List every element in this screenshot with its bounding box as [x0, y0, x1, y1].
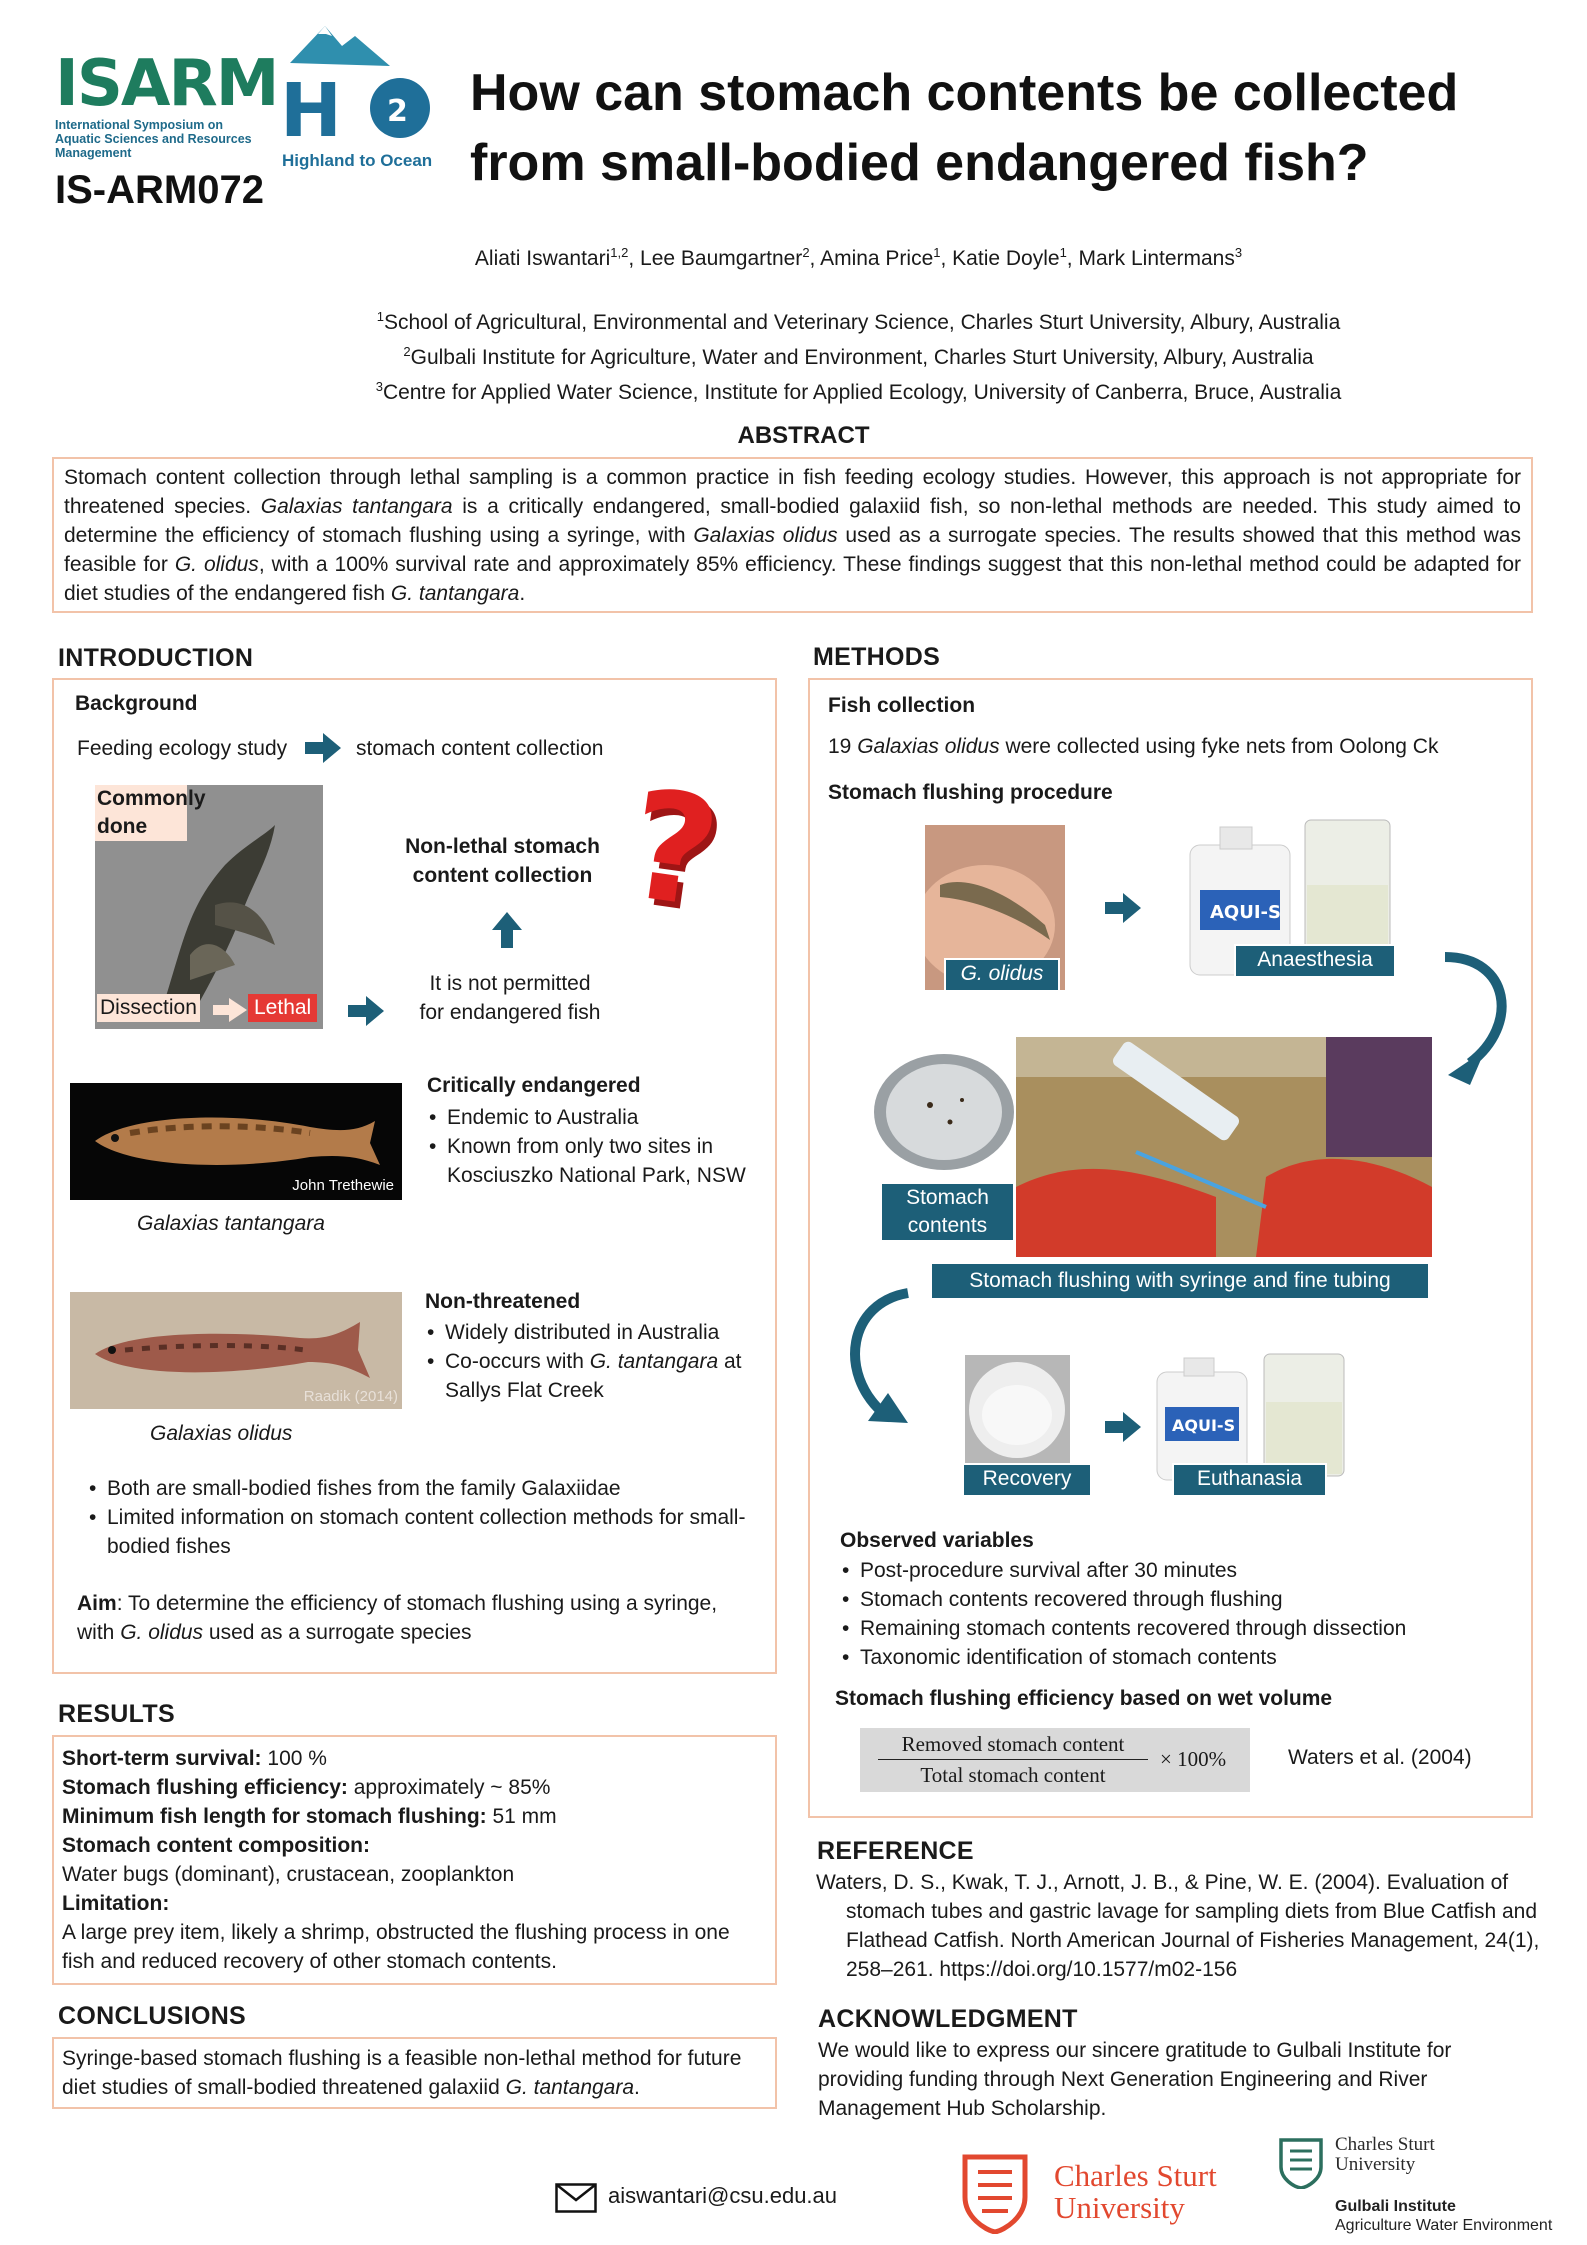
gulbali-institute-text: [1335, 2197, 1552, 2235]
result-label: Short-term survival:: [62, 1747, 262, 1770]
abstract-species-3: G. olidus: [174, 553, 259, 576]
not-permitted-line-2: for endangered fish: [419, 1001, 601, 1024]
abstract-text-2: is a critically endangered, small-bodied galaxiid fish, so non-lethal methods are needed. This study aimed to determine the efficiency of stomach flushing using a syringe, with: [64, 495, 1521, 547]
photo-credit-olidus: Raadik (2014): [303, 1388, 398, 1405]
efficiency-heading: Stomach flushing efficiency based on wet volume: [835, 1687, 1333, 1710]
abstract-species-4: G. tantangara: [390, 582, 520, 605]
commonly-done-label: Commonly done: [95, 785, 187, 841]
recovery-photo: [965, 1355, 1070, 1465]
observed-list: [840, 1556, 1520, 1672]
author-affiliation-number: 2: [802, 245, 810, 260]
reference-text: Waters, D. S., Kwak, T. J., Arnott, J. B., & Pine, W. E. (2004). Evaluation of stomach tubes and gastric lavage for sampling diets from Blue Catfish and Flathead Catfish. North American Journal of Fisheries Management, 24(1), 258–261. https://doi.org/10.1577/m02-156: [816, 1871, 1540, 1981]
gulbali-csu-line-2: University: [1335, 2154, 1416, 2175]
author-separator: ,: [1066, 247, 1079, 270]
author-separator: ,: [940, 247, 953, 270]
result-row: [62, 1802, 767, 1831]
affiliations: [0, 302, 1587, 407]
h2o-subtitle: Highland to Ocean: [282, 151, 433, 170]
petri-dish-image: [870, 1050, 1018, 1180]
not-permitted-line-1: It is not permitted: [429, 972, 591, 995]
author-name: Aliati Iswantari: [474, 247, 611, 270]
galaxias-tantangara-photo: [70, 1083, 402, 1200]
result-row: [62, 1773, 767, 1802]
csu-crest-icon: [960, 2152, 1030, 2234]
introduction-heading: INTRODUCTION: [58, 644, 254, 672]
isarm-logo: [55, 47, 278, 167]
poster-id: IS-ARM072: [55, 168, 264, 212]
abstract-text-4: , with a 100% survival rate and approximately 85% efficiency. These findings suggest that this non-lethal method could be adapted for diet studies of the endangered fish: [64, 553, 1521, 605]
authors: [0, 245, 1587, 271]
result-value: 100 %: [261, 1747, 327, 1770]
arrow-right-icon: [348, 996, 384, 1026]
co-occurs-site: at Sallys Flat Creek: [445, 1350, 742, 1402]
caption-tantangara: Galaxias tantangara: [137, 1212, 325, 1235]
nonlethal-line-1: Non-lethal stomach: [405, 835, 600, 858]
fish-collection-heading: Fish collection: [828, 694, 976, 717]
label-recovery: Recovery: [962, 1463, 1092, 1497]
affiliation-number: 3: [375, 379, 383, 394]
fish-collection-text: [828, 732, 1438, 761]
critically-endangered-list: [427, 1103, 767, 1190]
formula-reference: Waters et al. (2004): [1288, 1746, 1472, 1769]
co-occurs-text: Co-occurs with: [445, 1350, 590, 1373]
collection-count: 19: [828, 735, 858, 758]
background-heading: Background: [75, 692, 198, 715]
results-box: [52, 1735, 777, 1985]
methods-heading: METHODS: [813, 643, 941, 671]
aim-label: Aim: [77, 1592, 117, 1615]
label-anaesthesia: Anaesthesia: [1234, 944, 1396, 978]
csu-logo-text: [1054, 2160, 1217, 2224]
results-heading: RESULTS: [58, 1700, 175, 1728]
affiliation-text: School of Agricultural, Environmental and Veterinary Science, Charles Sturt University, Albury, Australia: [383, 311, 1341, 334]
author-affiliation-number: 1: [1059, 245, 1067, 260]
abstract-text-5: .: [519, 582, 526, 605]
acknowledgment-heading: ACKNOWLEDGMENT: [818, 2005, 1078, 2033]
email-icon: [555, 2183, 597, 2213]
collection-species: Galaxias olidus: [857, 735, 1000, 758]
affiliation-line: [130, 337, 1587, 372]
author-affiliation-number: 3: [1234, 245, 1243, 260]
nonlethal-text: [380, 832, 625, 890]
dissection-label: Dissection: [97, 994, 200, 1022]
gulbali-crest-icon: [1278, 2137, 1324, 2189]
nonlethal-line-2: content collection: [412, 864, 593, 887]
observed-variable-item: • Post-procedure survival after 30 minutes: [860, 1556, 1520, 1585]
gulbali-institute-name: Gulbali Institute: [1335, 2198, 1456, 2215]
procedure-heading: Stomach flushing procedure: [828, 781, 1113, 804]
acknowledgment-text: We would like to express our sincere gratitude to Gulbali Institute for providing funding through Next Generation Engineering and River Management Hub Scholarship.: [818, 2039, 1452, 2120]
author-name: Katie Doyle: [952, 247, 1060, 270]
arrow-right-icon: [305, 733, 341, 763]
introduction-bullet: • Both are small-bodied fishes from the family Galaxiidae: [107, 1474, 787, 1503]
results-rows: [62, 1744, 767, 1831]
syringe-flushing-image: [1016, 1037, 1432, 1257]
introduction-bullets: [88, 1474, 787, 1561]
affiliation-line: [130, 372, 1587, 407]
formula-fraction-bar: [878, 1759, 1148, 1760]
non-threatened-list: [425, 1318, 780, 1405]
result-value: approximately ~ 85%: [347, 1776, 551, 1799]
abstract-text-1: Stomach content collection through lethal sampling is a common practice in fish feeding ecology studies. However, this approach is not appropriate for threatened species.: [64, 466, 1521, 518]
csu-line-1: Charles Sturt: [1054, 2158, 1217, 2193]
affiliation-text: Centre for Applied Water Science, Institute for Applied Ecology, University of Canberra, Bruce, Australia: [382, 381, 1342, 404]
csu-logo: [960, 2152, 1250, 2234]
label-stomach-contents: Stomach contents: [880, 1182, 1015, 1242]
author-name: Amina Price: [820, 247, 934, 270]
question-mark-icon: ?: [618, 757, 729, 943]
arrow-right-icon: [1105, 893, 1141, 923]
h2o-mountain-icon: [270, 18, 440, 148]
arrow-right-icon: [1105, 1412, 1141, 1442]
stomach-collection-text: stomach content collection: [356, 737, 604, 760]
composition-value: Water bugs (dominant), crustacean, zooplankton: [62, 1863, 515, 1886]
aim-text-1: : To determine the efficiency of stomach flushing using a syringe, with: [77, 1592, 718, 1644]
svg-text:2: 2: [387, 94, 408, 129]
result-value: 51 mm: [486, 1805, 557, 1828]
csu-line-2: University: [1054, 2190, 1185, 2225]
arrow-up-icon: [492, 912, 522, 948]
label-g-olidus: G. olidus: [944, 958, 1060, 992]
formula-multiplier: × 100%: [1160, 1747, 1227, 1771]
formula-numerator: Removed stomach content: [901, 1732, 1125, 1756]
co-occurs-species: G. tantangara: [589, 1350, 719, 1373]
arrow-right-small-icon: [213, 998, 247, 1022]
critically-endangered-item: • Endemic to Australia: [447, 1103, 767, 1132]
not-permitted-text: [390, 969, 630, 1027]
abstract-species-2: Galaxias olidus: [693, 524, 838, 547]
aim-species: G. olidus: [120, 1621, 204, 1644]
isarm-logo-subtitle: International Symposium on Aquatic Sciences and Resources Management: [55, 118, 252, 160]
observed-variable-item: • Taxonomic identification of stomach contents: [860, 1643, 1520, 1672]
abstract-text-3: used as a surrogate species. The results showed that this method was feasible for: [64, 524, 1521, 576]
composition-label: Stomach content composition:: [62, 1834, 371, 1857]
observed-heading: Observed variables: [840, 1529, 1034, 1552]
result-row: [62, 1744, 767, 1773]
conclusions-period: .: [634, 2076, 640, 2099]
affiliation-text: Gulbali Institute for Agriculture, Water and Environment, Charles Sturt University, Albury, Australia: [410, 346, 1314, 369]
formula-fraction: [878, 1731, 1148, 1788]
observed-variable-item: • Stomach contents recovered through flushing: [860, 1585, 1520, 1614]
gulbali-csu-text: [1335, 2135, 1435, 2175]
non-threatened-item-1: • Widely distributed in Australia: [445, 1318, 780, 1347]
critically-endangered-item: • Known from only two sites in Kosciuszko National Park, NSW: [447, 1132, 767, 1190]
title-line-2: from small-bodied endangered fish?: [470, 134, 1369, 192]
flushing-photo: [1016, 1037, 1432, 1257]
label-stomach-flushing: Stomach flushing with syringe and fine tubing: [930, 1262, 1430, 1300]
author-separator: ,: [809, 247, 821, 270]
formula-denominator: Total stomach content: [920, 1763, 1106, 1787]
efficiency-formula: [860, 1728, 1250, 1792]
abstract-box: [52, 457, 1533, 613]
non-threatened-heading: Non-threatened: [425, 1290, 581, 1313]
h2o-logo: [270, 18, 440, 168]
recovery-container-image: [965, 1355, 1070, 1465]
introduction-bullet: • Limited information on stomach content collection methods for small-bodied fishes: [107, 1503, 787, 1561]
author-name: Lee Baumgartner: [640, 247, 803, 270]
poster-title: [470, 58, 1570, 198]
title-line-1: How can stomach contents be collected: [470, 64, 1459, 122]
abstract-species-1: Galaxias tantangara: [260, 495, 453, 518]
collection-method: were collected using fyke nets from Oolong Ck: [999, 735, 1439, 758]
author-separator: ,: [628, 247, 641, 270]
stomach-contents-photo: [870, 1050, 1018, 1180]
conclusions-text: Syringe-based stomach flushing is a feasible non-lethal method for future diet studies of small-bodied threatened galaxiid: [62, 2047, 742, 2099]
gulbali-csu-line-1: Charles Sturt: [1335, 2134, 1435, 2155]
author-name: Mark Lintermans: [1078, 247, 1235, 270]
reference-heading: REFERENCE: [817, 1837, 974, 1865]
aim-text-2: used as a surrogate species: [203, 1621, 472, 1644]
conclusions-species: G. tantangara: [505, 2076, 635, 2099]
non-threatened-item-2: [445, 1347, 780, 1405]
author-affiliation-number: 1: [933, 245, 941, 260]
lethal-label: Lethal: [248, 994, 317, 1022]
result-label: Stomach flushing efficiency:: [62, 1776, 348, 1799]
curved-arrow-right-icon: [1440, 945, 1520, 1095]
isarm-logo-text: ISARM: [55, 47, 278, 121]
conclusions-heading: CONCLUSIONS: [58, 2002, 247, 2030]
observed-variable-item: • Remaining stomach contents recovered through dissection: [860, 1614, 1520, 1643]
limitation-label: Limitation:: [62, 1892, 170, 1915]
photo-credit-tantangara: John Trethewie: [292, 1177, 394, 1194]
label-euthanasia: Euthanasia: [1172, 1463, 1327, 1497]
email-link[interactable]: aiswantari@csu.edu.au: [608, 2183, 838, 2208]
author-affiliation-number: 1,2: [610, 245, 629, 260]
galaxias-olidus-photo: [70, 1292, 402, 1409]
conclusions-box: [52, 2037, 777, 2109]
gulbali-institute-tagline: Agriculture Water Environment: [1335, 2217, 1553, 2234]
affiliation-number: 1: [376, 309, 384, 324]
critically-endangered-heading: Critically endangered: [427, 1074, 641, 1097]
affiliation-number: 2: [403, 344, 411, 359]
svg-text:AQUI-S: AQUI-S: [1210, 902, 1281, 923]
svg-text:H: H: [280, 68, 342, 148]
aim-text: [77, 1589, 757, 1647]
result-label: Minimum fish length for stomach flushing:: [62, 1805, 487, 1828]
limitation-value: A large prey item, likely a shrimp, obstructed the flushing process in one fish and reduced recovery of other stomach contents.: [62, 1921, 730, 1973]
curved-arrow-left-icon: [838, 1283, 918, 1443]
caption-olidus: Galaxias olidus: [150, 1422, 293, 1445]
gulbali-logo: [1278, 2135, 1578, 2235]
affiliation-line: [130, 302, 1587, 337]
svg-text:AQUI-S: AQUI-S: [1172, 1416, 1236, 1435]
feeding-ecology-text: Feeding ecology study: [77, 737, 288, 760]
abstract-heading: ABSTRACT: [737, 422, 870, 449]
